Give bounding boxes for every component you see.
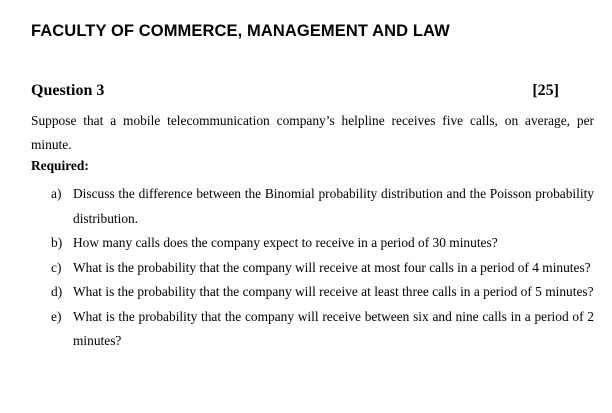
question-item-a: [51, 182, 594, 231]
item-letter: d): [51, 284, 63, 299]
item-letter: c): [51, 259, 62, 275]
required-label: Required:: [31, 158, 89, 173]
item-text: How many calls does the company expect to receive in a period of 30 minutes?: [73, 235, 498, 250]
question-items-list: [51, 182, 594, 354]
item-text: What is the probability that the company will receive between six and nine calls in a period of 2 minutes?: [73, 308, 594, 348]
item-text: What is the probability that the company will receive at most four calls in a period of 4 minutes?: [73, 259, 591, 275]
item-letter: e): [51, 308, 62, 324]
question-title: Question 3: [31, 82, 105, 99]
item-letter: a): [51, 186, 62, 201]
question-intro: Suppose that a mobile telecommunication company’s helpline receives five calls, on average, per minute.: [31, 113, 594, 152]
question-item-b: [51, 231, 594, 256]
question-marks: [25]: [532, 82, 559, 99]
question-heading: [31, 82, 559, 100]
item-text: Discuss the difference between the Binomial probability distribution and the Poisson probability distribution.: [73, 186, 594, 226]
question-item-e: [51, 305, 594, 354]
faculty-title: FACULTY OF COMMERCE, MANAGEMENT AND LAW: [31, 22, 450, 40]
item-letter: b): [51, 235, 63, 250]
item-text: What is the probability that the company will receive at least three calls in a period of 5 minutes?: [73, 284, 594, 299]
question-item-c: [51, 256, 594, 281]
question-item-d: [51, 280, 594, 305]
